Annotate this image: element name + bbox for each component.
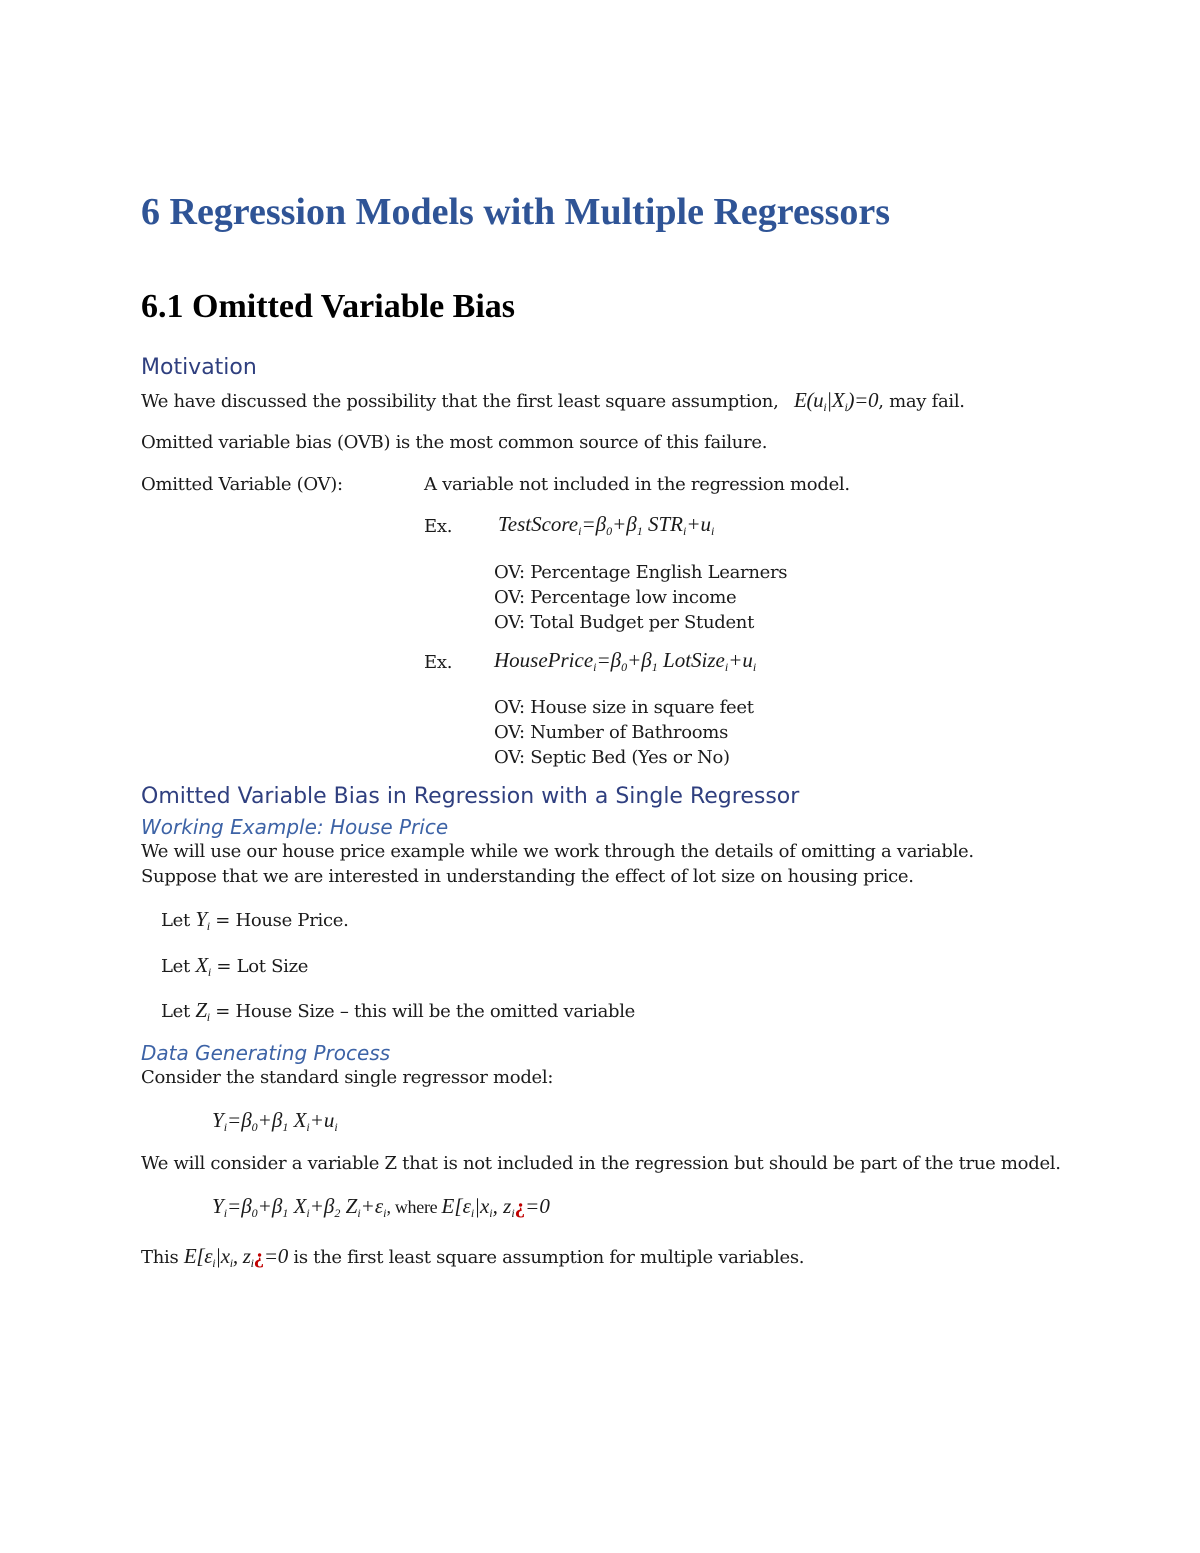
paragraph: We will consider a variable Z that is not included in the regression but should be part of the true model. xyxy=(141,1153,1061,1174)
let-x: Let $X_i$ = Lot Size xyxy=(161,953,309,979)
list-item: OV: House size in square feet xyxy=(494,697,754,718)
example-2-list xyxy=(494,695,754,770)
motivation-line-2: Omitted variable bias (OVB) is the most common source of this failure. xyxy=(141,432,768,453)
ov-definition: A variable not included in the regression model. xyxy=(424,474,850,495)
motivation-line-1: We have discussed the possibility that the first least square assumption, $E(u_i|X_i)=0$, may fail. xyxy=(141,388,965,414)
dgp-heading: Data Generating Process xyxy=(141,1041,391,1065)
motivation-heading: Motivation xyxy=(141,355,257,380)
ov-label: Omitted Variable (OV): xyxy=(141,474,343,495)
paragraph: Consider the standard single regressor model: xyxy=(141,1067,554,1088)
multi-assumption-equation: $E[\varepsilon_i|x_i$, $z_i¿=0$ xyxy=(183,1244,288,1270)
example-label-2: Ex. xyxy=(424,652,453,673)
ovb-heading: Omitted Variable Bias in Regression with a Single Regressor xyxy=(141,784,800,809)
page-title: 6 Regression Models with Multiple Regressors xyxy=(141,191,891,233)
paragraph: We will use our house price example while we work through the details of omitting a variable. xyxy=(141,841,974,862)
true-model-equation: $Y_i=\beta_0+\beta_1$ $X_i+\beta_2$ $Z_i+\varepsilon_i$, where $E[\varepsilon_i|x_i$, $z_i¿=0$ xyxy=(212,1194,550,1220)
final-line: This $E[\varepsilon_i|x_i$, $z_i¿=0$ is the first least square assumption for multiple variables. xyxy=(141,1244,805,1270)
list-item: OV: Total Budget per Student xyxy=(494,612,755,633)
list-item: OV: Number of Bathrooms xyxy=(494,722,729,743)
example-equation-2: $HousePrice_i=\beta_0+\beta_1$ $LotSize_i+u_i$ xyxy=(494,648,757,674)
example-equation-1: $TestScore_i=\beta_0+\beta_1$ $STR_i+u_i$ xyxy=(498,512,715,538)
single-regressor-equation: $Y_i=\beta_0+\beta_1$ $X_i+u_i$ xyxy=(212,1108,338,1134)
let-y: Let $Y_i$ = House Price. xyxy=(161,907,349,933)
paragraph: Suppose that we are interested in understanding the effect of lot size on housing price. xyxy=(141,866,914,887)
example-label-1: Ex. xyxy=(424,516,453,537)
example-1-list xyxy=(494,560,787,635)
list-item: OV: Percentage low income xyxy=(494,587,737,608)
assumption-equation: $E(u_i|X_i)=0$ xyxy=(793,388,879,414)
working-example-heading: Working Example: House Price xyxy=(141,815,449,839)
list-item: OV: Percentage English Learners xyxy=(494,562,788,583)
let-z: Let $Z_i$ = House Size – this will be the omitted variable xyxy=(161,998,636,1024)
list-item: OV: Septic Bed (Yes or No) xyxy=(494,747,730,768)
section-heading: 6.1 Omitted Variable Bias xyxy=(141,288,516,325)
